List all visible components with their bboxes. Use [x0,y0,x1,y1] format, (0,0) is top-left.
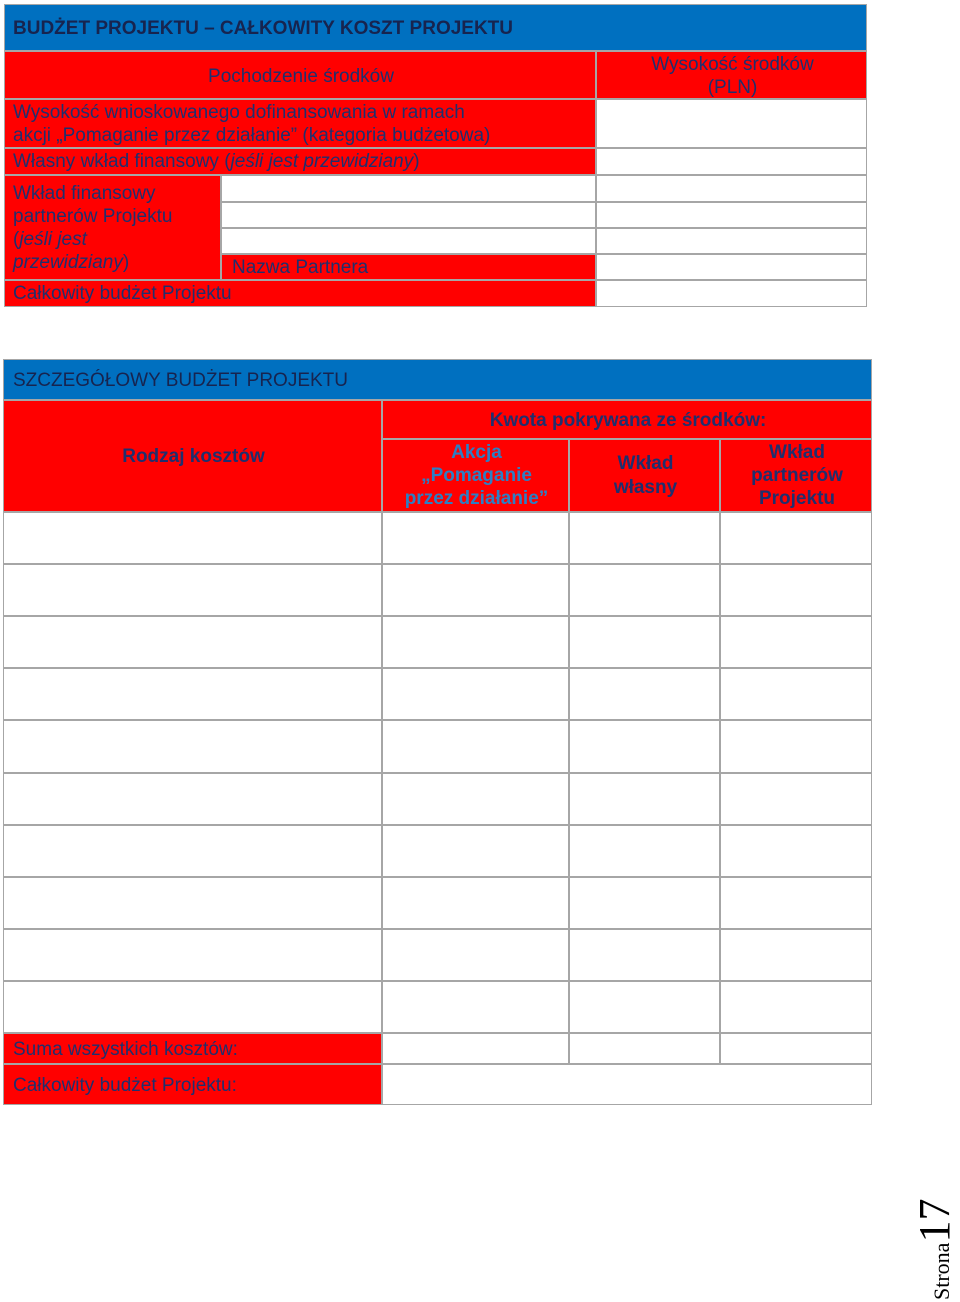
partner-contribution-line3 [13,228,87,251]
cost-type-input[interactable] [3,825,382,877]
detail-title-cell [3,359,872,400]
cost-type-input[interactable] [3,929,382,981]
summary-title-cell [4,4,867,51]
page-number: 17 [910,1198,959,1243]
page-label: Strona [929,1242,954,1300]
summary-title: BUDŻET PROJEKTU – CAŁKOWITY KOSZT PROJEKTU [13,18,514,39]
own-contribution-prefix: Własny wkład finansowy ( [13,151,231,172]
partner-contribution-line1: Wkład finansowy [13,183,156,204]
own-amount-input[interactable] [569,981,720,1033]
cost-type-input[interactable] [3,720,382,773]
partner-contribution-line4 [13,251,129,274]
partner-line4-italic: przewidziany [13,252,123,273]
cost-type-input[interactable] [3,512,382,564]
own-amount-input[interactable] [569,825,720,877]
partner-amount-2[interactable] [596,202,867,228]
amount-header-line1: Wysokość środków [651,54,814,75]
partner-name-input-2[interactable] [221,202,596,228]
own-contribution-cell [4,148,596,175]
partner-line3-italic: jeśli jest [19,229,87,250]
requested-funding-cell [4,99,596,148]
partners-amount-input[interactable] [720,720,872,773]
detail-total-label: Całkowity budżet Projektu: [13,1075,237,1096]
partner-line3-prefix: ( [13,229,20,250]
action-amount-input[interactable] [382,564,569,616]
action-amount-input[interactable] [382,668,569,720]
partners-amount-input[interactable] [720,825,872,877]
partner-name-label-cell [221,254,596,280]
own-contribution-amount[interactable] [596,148,867,175]
own-amount-input[interactable] [569,773,720,825]
cost-type-input[interactable] [3,668,382,720]
partners-amount-input[interactable] [720,668,872,720]
sum-label-cell [3,1033,382,1064]
partners-amount-input[interactable] [720,773,872,825]
own-amount-input[interactable] [569,668,720,720]
sum-partners-amount[interactable] [720,1033,872,1064]
own-header-cell [569,439,720,512]
action-amount-input[interactable] [382,981,569,1033]
action-amount-input[interactable] [382,616,569,668]
partner-name-label: Nazwa Partnera [232,257,369,278]
own-contribution-label [13,150,420,173]
action-amount-input[interactable] [382,773,569,825]
own-header-line2: własny [613,477,678,498]
requested-funding-line2: akcji „Pomaganie przez działanie” (kategoria budżetowa) [13,125,491,146]
partners-amount-input[interactable] [720,877,872,929]
action-header-cell [382,439,569,512]
cost-type-input[interactable] [3,981,382,1033]
partner-line4-suffix: ) [122,252,130,273]
sum-own-amount[interactable] [569,1033,720,1064]
partners-amount-input[interactable] [720,564,872,616]
cost-type-header-cell [3,400,382,512]
source-header-cell [4,51,596,99]
amount-header-cell [596,51,867,99]
cost-type-input[interactable] [3,616,382,668]
amount-header-line2: (PLN) [707,77,758,98]
own-header-line1: Wkład [617,453,674,474]
detail-total-label-cell [3,1064,382,1105]
page-number-footer [909,1150,959,1300]
action-amount-input[interactable] [382,720,569,773]
partner-amount-4[interactable] [596,254,867,280]
covered-by-header: Kwota pokrywana ze środków: [489,410,767,431]
own-contribution-suffix: ) [413,151,420,172]
own-amount-input[interactable] [569,877,720,929]
covered-by-header-cell [382,400,872,439]
own-amount-input[interactable] [569,720,720,773]
action-amount-input[interactable] [382,929,569,981]
action-amount-input[interactable] [382,512,569,564]
own-contribution-italic: jeśli jest przewidziany [230,151,414,172]
detail-title: SZCZEGÓŁOWY BUDŻET PROJEKTU [13,370,349,391]
partners-amount-input[interactable] [720,512,872,564]
partner-name-input-1[interactable] [221,175,596,202]
requested-funding-amount[interactable] [596,99,867,148]
requested-funding-line1: Wysokość wnioskowanego dofinansowania w ramach [13,102,465,123]
action-header-line3: przez działanie” [404,488,549,509]
source-header: Pochodzenie środków [208,66,394,87]
action-amount-input[interactable] [382,825,569,877]
summary-total-label: Całkowity budżet Projektu [13,283,232,304]
partners-amount-input[interactable] [720,929,872,981]
summary-total-cell [4,280,596,307]
own-amount-input[interactable] [569,564,720,616]
own-amount-input[interactable] [569,929,720,981]
action-amount-input[interactable] [382,877,569,929]
summary-total-amount[interactable] [596,280,867,307]
partner-amount-3[interactable] [596,228,867,254]
detail-total-amount[interactable] [382,1064,872,1105]
partners-header-line2: partnerów [751,465,843,486]
own-amount-input[interactable] [569,616,720,668]
partners-header-line1: Wkład [769,442,825,463]
own-amount-input[interactable] [569,512,720,564]
cost-type-input[interactable] [3,877,382,929]
cost-type-header: Rodzaj kosztów [122,446,265,467]
partners-amount-input[interactable] [720,616,872,668]
cost-type-input[interactable] [3,773,382,825]
partner-name-input-3[interactable] [221,228,596,254]
partners-header-line3: Projektu [758,488,836,509]
partner-contribution-line2: partnerów Projektu [13,206,173,227]
sum-action-amount[interactable] [382,1033,569,1064]
cost-type-input[interactable] [3,564,382,616]
partner-contribution-cell [4,175,221,280]
partners-amount-input[interactable] [720,981,872,1033]
sum-label: Suma wszystkich kosztów: [13,1039,238,1060]
action-header-line2: „Pomaganie [421,465,532,486]
action-header-line1: Akcja [451,442,502,463]
partners-header-cell [720,439,872,512]
partner-amount-1[interactable] [596,175,867,202]
